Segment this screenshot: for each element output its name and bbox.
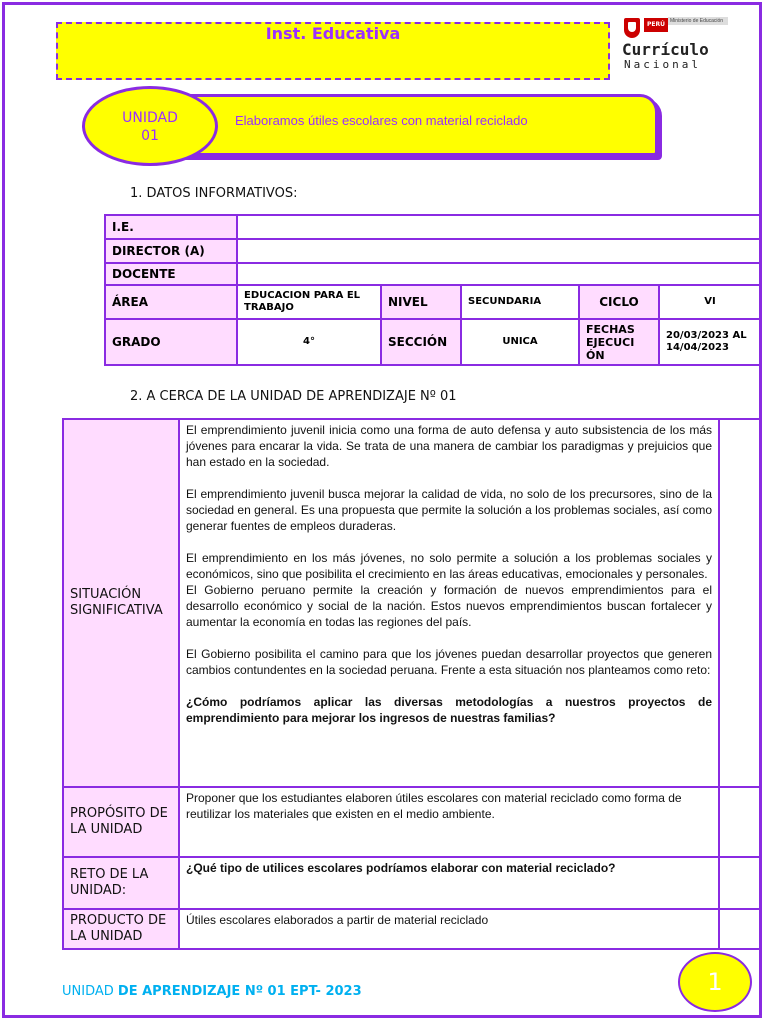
producto-label: PRODUCTO DE LA UNIDAD [63,909,179,949]
situacion-extra-cell [719,419,761,787]
producto-value: Útiles escolares elaborados a partir de material reciclado [179,909,719,949]
situacion-paragraph: El Gobierno posibilita el camino para que los jóvenes puedan desarrollar proyectos que generen cambios contundentes en la sociedad peruana. Frente a esta situación nos planteamos como reto: [186,647,712,677]
situacion-body [179,419,719,787]
logo-line1: Currículo [622,40,709,59]
ie-value [237,215,761,239]
grado-label: GRADO [105,319,237,365]
section1-heading: 1. DATOS INFORMATIVOS: [130,186,298,201]
info-row-docente [105,263,761,285]
unit-banner [150,94,658,156]
nivel-value: SECUNDARIA [461,285,579,319]
seccion-label: SECCIÓN [381,319,461,365]
situacion-paragraph: El emprendimiento juvenil inicia como una forma de auto defensa y auto subsistencia de los más jóvenes para encarar la vida. Se trata de una manera de cambiar los paradigmas y prejuicios que han estado en la sociedad. [186,423,712,469]
shield-icon [624,18,640,38]
proposito-value: Proponer que los estudiantes elaboren útiles escolares con material reciclado como forma de reutilizar los materiales que existen en el medio ambiente. [179,787,719,857]
section2-heading: 2. A CERCA DE LA UNIDAD DE APRENDIZAJE Nº 01 [130,389,457,404]
info-row-director [105,239,761,263]
row-situacion [63,419,761,787]
unit-badge [82,86,218,166]
proposito-extra-cell [719,787,761,857]
reto-value: ¿Qué tipo de utilices escolares podríamos elaborar con material reciclado? [179,857,719,909]
director-label: DIRECTOR (A) [105,239,237,263]
ciclo-label: CICLO [579,285,659,319]
info-row-ie [105,215,761,239]
page-number: 1 [678,952,752,1012]
footer-prefix: UNIDAD [62,984,118,999]
reto-extra-cell [719,857,761,909]
logo-ministry-label: Ministerio de Educación [668,17,728,25]
unit-label-line1: UNIDAD [122,110,178,126]
reto-label: RETO DE LA UNIDAD: [63,857,179,909]
situacion-paragraph: El emprendimiento en los más jóvenes, no solo permite a solución a los problemas sociales y económicos, sino que posibilita el crecimiento en las áreas educativas, emocionales y personales. [186,551,712,581]
ciclo-value: VI [659,285,761,319]
row-reto [63,857,761,909]
area-label: ÁREA [105,285,237,319]
info-table [104,214,762,366]
area-value: EDUCACION PARA EL TRABAJO [237,285,381,319]
fechas-value: 20/03/2023 AL 14/04/2023 [659,319,761,365]
footer-rest: DE APRENDIZAJE Nº 01 EPT- 2023 [117,984,362,999]
row-proposito [63,787,761,857]
situacion-label: SITUACIÓN SIGNIFICATIVA [63,419,179,787]
curriculo-nacional-logo [620,14,740,74]
director-value [237,239,761,263]
situacion-paragraph: El emprendimiento juvenil busca mejorar la calidad de vida, no solo de los precursores, sino de la sociedad en general. Es una propuesta que permite la solución a los problemas sociales, así como generar fuentes de empleos duraderas. [186,487,712,533]
unit-title: Elaboramos útiles escolares con material reciclado [235,113,528,128]
unit-details-table [62,418,762,950]
situacion-challenge: ¿Cómo podríamos aplicar las diversas metodologías a nuestros proyectos de emprendimiento para mejorar los ingresos de nuestras familias? [186,695,712,725]
ie-label: I.E. [105,215,237,239]
proposito-label: PROPÓSITO DE LA UNIDAD [63,787,179,857]
situacion-paragraph: El Gobierno peruano permite la creación y formación de nuevos emprendimientos para el desarrollo económico y social de la nación. Estos nuevos emprendimientos buscan fortalecer y aumentar la economía en todas las regiones del país. [186,583,712,629]
docente-label: DOCENTE [105,263,237,285]
nivel-label: NIVEL [381,285,461,319]
footer-text [62,984,362,999]
fechas-label: FECHAS EJECUCI ÓN [579,319,659,365]
info-row-area [105,285,761,319]
seccion-value: UNICA [461,319,579,365]
grado-value: 4° [237,319,381,365]
producto-extra-cell [719,909,761,949]
logo-line2: Nacional [624,58,701,71]
logo-peru-label: PERÚ [644,18,668,32]
institution-box [56,22,610,80]
unit-label-line2: 01 [141,128,159,144]
docente-value [237,263,761,285]
row-producto [63,909,761,949]
institution-title: Inst. Educativa [265,24,401,43]
info-row-grado [105,319,761,365]
